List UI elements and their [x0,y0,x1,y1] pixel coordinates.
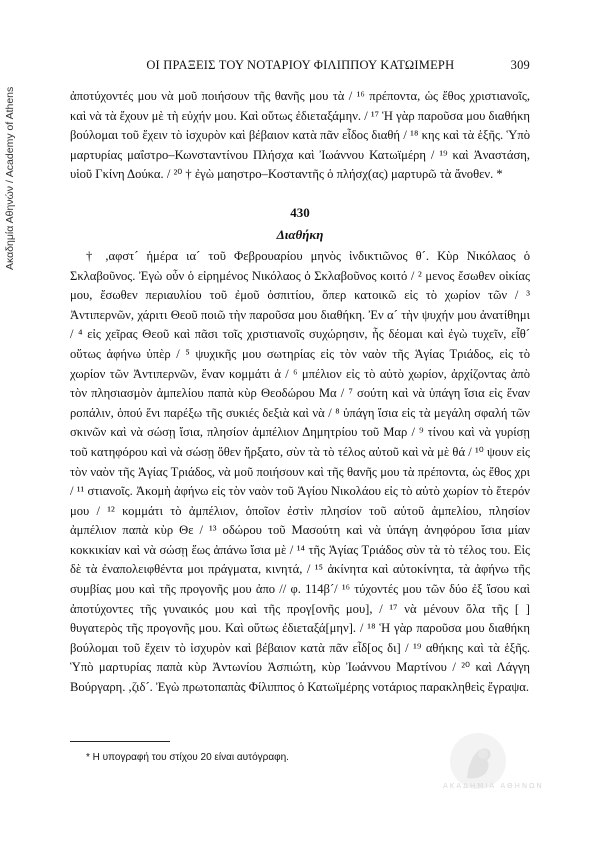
document-number: 430 [290,204,310,220]
academy-watermark [443,730,553,806]
document-title: Διαθήκη [276,226,324,242]
watermark-text: ΑΚΑΔΗΜΙΑ ΑΘΗΝΩΝ [443,782,544,790]
archive-credit: Ακαδημία Αθηνών / Academy of Athens [4,86,16,270]
document-body: † ,αφστ´ ἡμέρα ια´ τοῦ Φεβρουαρίου μηνὸς ἰνδικτιῶνος θ´. Κὺρ Νικόλαος ὁ Σκλαβοῦνος. Ἐγὼ οὖν ὁ εἰρημένος Νικόλαος ὁ Σκλαβοῦνος κοιτό / ² μενος ἔσωθεν οἰκίας μου, ἔσωθεν περιαυλίου τοῦ ἐμοῦ ὀσπιτίου, ὅπερ κατοικῶ εἰς τὸ χωρίον τῶν / ³ Ἀντιπερνῶν, χάριτι Θεοῦ ποιῶ τὴν παροῦσα μου διαθήκη. Ἐν α´ τὴν ψυχήν μου ἀνατίθημι / ⁴ εἰς χεῖρας Θεοῦ καὶ πᾶσι τοῖς χριστιανοῖς συχώρησιν, ἧς δέομαι καὶ ἐγὼ τυχεῖν, εἶθ´ οὕτως ἀφήνω ὑπὲρ / ⁵ ψυχικῆς μου σωτηρίας εἰς τὸν ναὸν τῆς Ἁγίας Τριάδος, εἰς τὸ χωρίον τῶν Ἀντιπερνῶν, ἕναν κομμάτι ἀ / ⁶ μπέλιον εἰς τὸ αὐτὸ χωρίον, ἀρχίζοντας ἀπὸ τὸν πλησιασμὸν ἀμπελίου παπὰ κὺρ Θεοδώρου Μα / ⁷ σούτη καὶ νὰ ὑπάγη ἴσια εἰς ἕναν ροπάλιν, ὁπού ἕνι παρέξω τῆς συκιές δεξιὰ καὶ νὰ / ⁸ ὑπάγη ἴσια εἰς τὰ μεγάλη σφαλή τῶν σκινῶν καὶ νὰ σώσῃ ἴσια, πλησίον ἀμπέλιον Δημητρίου τοῦ Μαρ / ⁹ τίνου καὶ νὰ γυρίσῃ τοῦ κατηφόρου καὶ νὰ σώσῃ ὅθεν ἤρξατο, σὺν τὰ τὸ τέλος αὐτοῦ καὶ νὰ μὲ θά / ¹⁰ ψουν εἰς τὸν ναὸν τῆς Ἁγίας Τριάδος, νὰ μοῦ ποιήσουν καὶ τῆς θανῆς μου τὰ πρέποντα, ὡς ἔθος χρι / ¹¹ στιανοῖς. Ἀκομὴ ἀφήνω εἰς τὸν ναὸν τοῦ Ἁγίου Νικολάου εἰς τὸ αὐτὸ χωρίον τὸ ἕτερόν μου / ¹² κομμάτι τὸ ἀμπέλιον, ὁποῖον ἐστὶν πλησίον τοῦ αὐτοῦ ἀμπελίου, πλησίον ἀμπέλιον παπὰ κὺρ Θε / ¹³ οδώρου τοῦ Μασούτη καὶ νὰ ὑπάγη ἀνηφόρου ἴσια μίαν κοκκικίαν καὶ νὰ σώσῃ ἕως ἀπάνω ἴσια μὲ / ¹⁴ τῆς Ἁγίας Τριάδος σὺν τὰ τὸ τέλος του. Εἰς δὲ τὰ ἐναπολειφθέντα μοι πράγματα, κινητά, / ¹⁵ ἀκίνητα καὶ αὐτοκίνητα, τὰ ἀφήνω τῆς συμβίας μου καὶ τῆς προγονῆς μου ἀπο // φ. 114β´/ ¹⁶ τύχοντές μου τῶν δύο ἐξ ἴσου καὶ ἀποτύχοντες τῆς γυναικός μου καὶ τῆς προγ[ονῆς μου], / ¹⁷ νὰ μένουν ὅλα τῆς [ ] θυγατερὸς τῆς προγονῆς μου. Καὶ οὕτως ἐδιεταξά[μην]. / ¹⁸ Ἡ γὰρ παροῦσα μου διαθήκη βούλομαι τοῦ ἔχειν τὸ ἰσχυρὸν καὶ βέβαιον κατὰ πᾶν εἶδ[ος δι] / ¹⁹ αθήκης καὶ τὰ ἑξῆς. Ὑπὸ μαρτυρίας παπὰ κὺρ Ἀντωνίου Ἀσπιώτη, κὺρ Ἰωάννου Μαρτίνου / ²⁰ καὶ Λάγγη Βούργαρη. ,ζιδ´. Ἐγὼ πρωτοπαπὰς Φίλιππος ὁ Κατωϊμέρης νοτάριος παρακληθεὶς ἔγραψα. [70,248,530,695]
running-head [70,58,530,73]
document-text-block [70,247,530,698]
running-title: ΟΙ ΠΡΑΞΕΙΣ ΤΟΥ ΝΟΤΑΡΙΟΥ ΦΙΛΙΠΠΟΥ ΚΑΤΩΙΜΕΡΗ [146,58,455,72]
footnote-rule [70,741,170,742]
continued-text-block [70,87,530,185]
continued-paragraph: ἀποτύχοντές μου νὰ μοῦ ποιήσουν τῆς θανῆς μου τὰ / ¹⁶ πρέποντα, ὡς ἔθος χριστιανοῖς, καὶ νὰ τὰ ἔχουν μὲ τὴ εὐχήν μου. Καὶ οὕτως ἐδιεταξάμην. / ¹⁷ Ἡ γὰρ παροῦσα μου διαθήκη βούλομαι τοῦ ἔχειν τὸ ἰσχυρὸν καὶ βέβαιον κατὰ πᾶν εἶδος διαθή / ¹⁸ κης καὶ τὰ ἑξῆς. Ὑπὸ μαρτυρίας μαΐστρο–Κωνσταντίνου Πλήσχα καὶ Ἰωάννου Κατωϊμέρη / ¹⁹ καὶ Ἀναστάση, υἱοῦ Γκίνη Δούκα. / ²⁰ † ἐγὼ μαηστρο–Κοσταντῆς ὁ πλήσχ(ας) μαρτυρῶ τὰ ἄνοθεν. * [70,89,530,182]
footnote: * Η υπογραφή του στίχου 20 είναι αυτόγραφη. [86,752,289,763]
page-number: 309 [510,58,530,72]
page [70,58,530,698]
